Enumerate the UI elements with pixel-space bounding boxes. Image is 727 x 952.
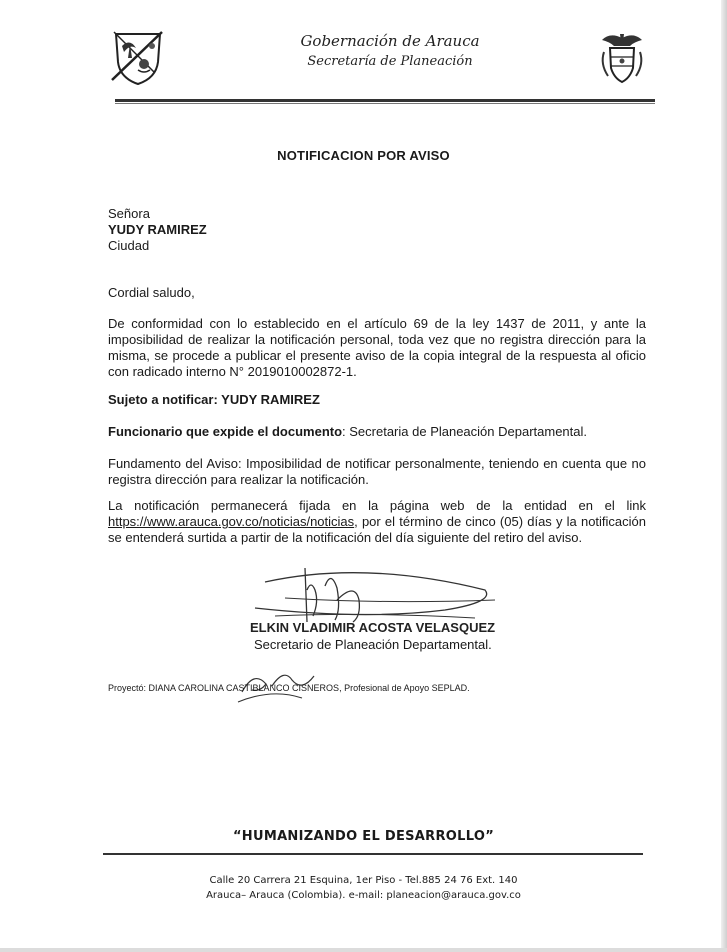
letterhead-subtitle: Secretaría de Planeación [307,54,473,69]
scan-edge-right [721,0,727,952]
publication-paragraph [108,498,646,546]
header-divider [115,98,655,106]
publication-text-before: La notificación permanecerá fijada en la página web de la entidad en el link [108,498,646,513]
document-title: NOTIFICACION POR AVISO [277,148,450,163]
footer-address-line2: Arauca– Arauca (Colombia). e-mail: planeacion@arauca.gov.co [206,890,521,901]
arauca-coat-of-arms-icon [108,28,168,86]
addressee-name: YUDY RAMIREZ [108,222,207,237]
letterhead-title: Gobernación de Arauca [300,32,480,50]
subject-line: Sujeto a notificar: YUDY RAMIREZ [108,392,320,407]
signer-role: Secretario de Planeación Departamental. [254,637,492,652]
signer-name: ELKIN VLADIMIR ACOSTA VELASQUEZ [250,620,496,635]
publication-link[interactable]: https://www.arauca.gov.co/noticias/noticias [108,514,355,529]
issuing-official-value: : Secretaria de Planeación Departamental. [342,424,588,439]
footer-address-line1: Calle 20 Carrera 21 Esquina, 1er Piso - Tel.885 24 76 Ext. 140 [209,875,518,886]
slogan: “HUMANIZANDO EL DESARROLLO” [232,829,495,844]
addressee-city: Ciudad [108,238,150,253]
addressee-block [108,206,646,254]
issuing-official-line [108,424,646,440]
footer-divider [103,853,643,855]
legal-basis-paragraph: De conformidad con lo establecido en el artículo 69 de la ley 1437 de 2011, y ante la imposibilidad de realizar la notificación personal, toda vez que no registra dirección para la misma, se procede a publicar el presente aviso de la copia integral de la respuesta al oficio con radicado interno N° 2019010002872-1. [108,316,646,379]
prepared-by-line: Proyectó: DIANA CAROLINA CASTIBLANCO CISNEROS, Profesional de Apoyo SEPLAD. [108,683,470,693]
greeting: Cordial saludo, [108,285,195,300]
issuing-official-label: Funcionario que expide el documento [108,424,343,439]
addressee-salutation: Señora [108,206,150,221]
footer-address [0,873,727,903]
letterhead [270,32,510,69]
publication-text-after: , por el término de cinco (05) días y la notificación se entenderá surtida a partir de la notificación del día siguiente del retiro del aviso. [108,514,646,545]
national-coat-of-arms-icon [596,30,648,88]
scan-edge-bottom [0,948,727,952]
notice-basis-paragraph: Fundamento del Aviso: Imposibilidad de notificar personalmente, teniendo en cuenta que no registra dirección para realizar la notificación. [108,456,646,487]
